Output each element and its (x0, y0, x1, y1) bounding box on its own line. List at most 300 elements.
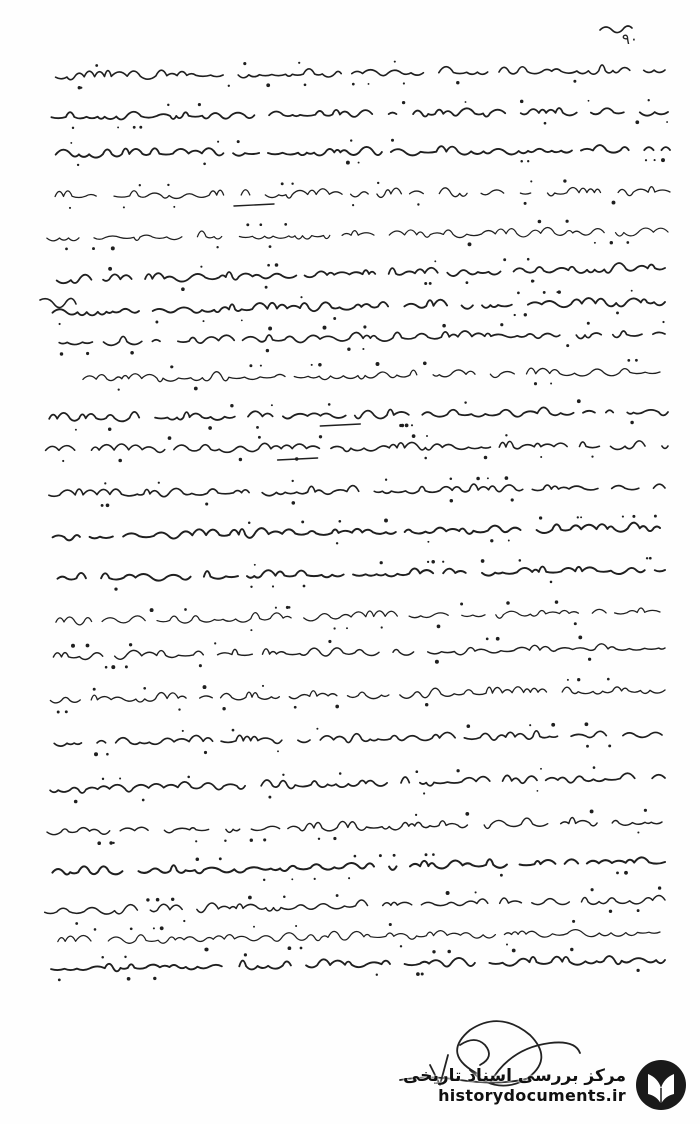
archive-watermark (388, 1054, 688, 1116)
diacritic-dot (283, 896, 286, 899)
diacritic-dot (130, 927, 133, 930)
diacritic-dot (200, 266, 202, 268)
diacritic-dot (125, 665, 128, 668)
handwritten-line (58, 930, 660, 944)
diacritic-dot (203, 162, 206, 165)
diacritic-dot (574, 622, 577, 625)
diacritic-dot (637, 909, 640, 912)
diacritic-dot (622, 516, 624, 518)
diacritic-dot (376, 362, 380, 366)
diacritic-dot (425, 703, 428, 706)
margin-note (40, 298, 76, 307)
diacritic-dot (573, 80, 576, 83)
diacritic-dot (527, 160, 529, 162)
diacritic-dot (376, 974, 378, 976)
handwritten-line (51, 108, 668, 119)
diacritic-dot (239, 458, 242, 461)
diacritic-dot (484, 456, 488, 460)
diacritic-dot (662, 321, 664, 323)
diacritic-dot (160, 926, 164, 930)
diacritic-dot (661, 158, 665, 162)
diacritic-dot (352, 83, 355, 86)
diacritic-dot (118, 389, 120, 391)
diacritic-dot (258, 436, 261, 439)
diacritic-dot (389, 923, 392, 926)
diacritic-dot (347, 348, 350, 351)
diacritic-dot (336, 894, 339, 897)
diacritic-dot (481, 559, 485, 563)
handwritten-line (49, 484, 665, 497)
diacritic-dot (456, 81, 459, 84)
diacritic-dot (92, 247, 95, 250)
diacritic-dot (427, 561, 429, 563)
diacritic-dot (514, 314, 516, 316)
diacritic-dot (139, 126, 142, 129)
diacritic-dot (241, 319, 243, 321)
diacritic-dot (377, 182, 379, 184)
diacritic-dot (654, 515, 657, 518)
diacritic-dot (216, 246, 218, 248)
diacritic-dot (244, 953, 247, 956)
diacritic-dot (300, 947, 303, 950)
diacritic-dot (286, 606, 289, 609)
diacritic-dot (591, 888, 594, 891)
diacritic-dot (570, 948, 573, 951)
diacritic-dot (199, 664, 202, 667)
handwritten-line (56, 608, 660, 625)
diacritic-dot (173, 206, 175, 208)
diacritic-dot (156, 898, 160, 902)
handwritten-line (55, 187, 670, 199)
diacritic-dot (250, 629, 252, 631)
diacritic-dot (416, 972, 420, 976)
diacritic-dot (168, 436, 172, 440)
diacritic-dot (246, 223, 249, 226)
diacritic-dot (577, 678, 580, 681)
diacritic-dot (467, 724, 471, 728)
diacritic-dot (517, 292, 520, 295)
diacritic-dot (108, 267, 112, 271)
handwritten-line (83, 368, 660, 382)
diacritic-dot (60, 352, 63, 355)
diacritic-dot (328, 640, 331, 643)
diacritic-dot (391, 139, 394, 142)
diacritic-dot (339, 772, 342, 775)
diacritic-dot (178, 708, 180, 710)
diacritic-dot (314, 878, 316, 880)
diacritic-dot (219, 857, 222, 860)
diacritic-dot (490, 539, 493, 542)
diacritic-dot (415, 770, 418, 773)
diacritic-dot (362, 348, 364, 350)
diacritic-dot (268, 796, 271, 799)
diacritic-dot (465, 812, 469, 816)
diacritic-dot (540, 768, 542, 770)
diacritic-dot (338, 520, 341, 523)
diacritic-dot (540, 456, 542, 458)
diacritic-dot (106, 503, 110, 507)
diacritic-dot (437, 625, 441, 629)
diacritic-dot (335, 705, 339, 709)
diacritic-dot (425, 853, 428, 856)
diacritic-dot (530, 180, 532, 182)
diacritic-dot (123, 206, 125, 208)
diacritic-dot (195, 840, 197, 842)
diacritic-dot (577, 399, 581, 403)
diacritic-dot (649, 557, 652, 560)
diacritic-dot (70, 142, 72, 144)
diacritic-dot (400, 945, 402, 947)
diacritic-dot (272, 585, 274, 587)
diacritic-dot (537, 790, 539, 792)
diacritic-dot (586, 745, 589, 748)
diacritic-dot (291, 878, 293, 880)
handwritten-line (50, 687, 665, 703)
diacritic-dot (311, 364, 313, 366)
diacritic-dot (71, 644, 75, 648)
diacritic-dot (588, 100, 590, 102)
diacritic-dot (78, 86, 81, 89)
diacritic-dot (171, 366, 173, 368)
diacritic-dot (505, 434, 507, 436)
diacritic-dot (627, 359, 630, 362)
diacritic-dot (101, 956, 104, 959)
diacritic-dot (358, 162, 360, 164)
diacritic-dot (616, 871, 619, 874)
handwritten-line (49, 407, 668, 421)
diacritic-dot (65, 248, 68, 251)
diacritic-dot (319, 435, 322, 438)
diacritic-dot (566, 344, 569, 347)
diacritic-dot (153, 927, 155, 929)
diacritic-dot (277, 750, 279, 752)
diacritic-dot (475, 891, 477, 893)
diacritic-dot (487, 477, 489, 479)
handwritten-line (58, 567, 666, 581)
diacritic-dot (393, 854, 396, 857)
diacritic-dot (105, 666, 108, 669)
diacritic-dot (75, 922, 78, 925)
diacritic-dot (348, 877, 350, 879)
diacritic-dot (129, 643, 132, 646)
diacritic-dot (95, 753, 98, 756)
diacritic-dot (143, 687, 146, 690)
diacritic-dot (196, 857, 200, 861)
diacritic-dot (588, 658, 591, 661)
diacritic-dot (607, 678, 610, 681)
diacritic-dot (248, 896, 252, 900)
diacritic-dot (654, 159, 656, 161)
diacritic-dot (300, 296, 302, 298)
diacritic-dot (333, 837, 336, 840)
diacritic-dot (109, 841, 112, 844)
diacritic-dot (352, 204, 354, 206)
handwritten-line (47, 817, 662, 834)
diacritic-dot (465, 101, 467, 103)
diacritic-dot (432, 950, 435, 953)
diacritic-dot (519, 559, 522, 562)
diacritic-dot (505, 476, 509, 480)
diacritic-dot (203, 320, 205, 322)
diacritic-dot (232, 729, 235, 732)
page-number: ۹۰ (621, 30, 638, 48)
handwritten-line (57, 263, 665, 283)
diacritic-dot (217, 141, 219, 143)
diacritic-dot (423, 361, 427, 365)
diacritic-dot (594, 242, 596, 244)
underline-mark (278, 458, 318, 460)
diacritic-dot (450, 478, 453, 481)
diacritic-dot (214, 642, 216, 644)
diacritic-dot (268, 327, 272, 331)
diacritic-dot (508, 540, 510, 542)
diacritic-dot (275, 607, 277, 609)
diacritic-dot (275, 263, 279, 267)
diacritic-dot (183, 920, 185, 922)
diacritic-dot (65, 710, 68, 713)
diacritic-dot (527, 258, 530, 261)
diacritic-dot (108, 428, 111, 431)
diacritic-dot (590, 809, 594, 813)
diacritic-dot (496, 637, 500, 641)
diacritic-dot (318, 363, 322, 367)
diacritic-dot (520, 100, 524, 104)
diacritic-dot (133, 126, 136, 129)
diacritic-dot (524, 202, 527, 205)
diacritic-dot (284, 223, 287, 226)
diacritic-dot (86, 644, 90, 648)
diacritic-dot (303, 585, 306, 588)
diacritic-dot (609, 910, 612, 913)
diacritic-dot (424, 282, 427, 285)
handwritten-line (46, 441, 668, 453)
diacritic-dot (417, 203, 419, 205)
diacritic-dot (520, 160, 523, 163)
diacritic-dot (394, 61, 396, 63)
diacritic-dot (97, 841, 101, 845)
diacritic-dot (203, 685, 207, 689)
watermark-url: historydocuments.ir (438, 1085, 626, 1105)
diacritic-dot (429, 282, 432, 285)
diacritic-dot (263, 838, 266, 841)
diacritic-dot (503, 258, 506, 261)
diacritic-dot (250, 839, 253, 842)
diacritic-dot (204, 948, 207, 951)
diacritic-dot (632, 515, 635, 518)
diacritic-dot (411, 424, 413, 426)
diacritic-dot (612, 201, 616, 205)
diacritic-dot (184, 608, 187, 611)
diacritic-dot (333, 317, 336, 320)
diacritic-dot (333, 627, 335, 629)
diacritic-dot (379, 854, 382, 857)
diacritic-dot (111, 665, 115, 669)
diacritic-dot (399, 424, 402, 427)
diacritic-dot (124, 956, 126, 958)
diacritic-dot (181, 287, 185, 291)
diacritic-dot (468, 242, 472, 246)
archive-logo-icon (634, 1058, 688, 1112)
handwritten-line (50, 773, 665, 793)
diacritic-dot (72, 127, 74, 129)
diacritic-dot (405, 424, 409, 428)
diacritic-dot (567, 679, 569, 681)
diacritic-dot (69, 207, 71, 209)
diacritic-dot (118, 459, 122, 463)
diacritic-dot (167, 104, 169, 106)
diacritic-dot (336, 542, 338, 544)
diacritic-dot (511, 498, 514, 501)
handwritten-line (56, 65, 665, 80)
diacritic-dot (531, 280, 534, 283)
diacritic-dot (630, 421, 633, 424)
diacritic-dot (142, 799, 145, 802)
diacritic-dot (423, 792, 425, 794)
diacritic-dot (224, 839, 226, 841)
diacritic-dot (254, 564, 256, 566)
diacritic-dot (318, 838, 320, 840)
diacritic-dot (288, 946, 292, 950)
handwritten-line (52, 857, 665, 874)
diacritic-dot (62, 460, 64, 462)
diacritic-dot (506, 601, 510, 605)
diacritic-dot (171, 898, 174, 901)
handwritten-line (45, 896, 665, 915)
diacritic-dot (295, 925, 297, 927)
diacritic-dot (593, 766, 596, 769)
diacritic-dot (435, 660, 439, 664)
diacritic-dot (446, 891, 450, 895)
diacritic-dot (249, 364, 252, 367)
diacritic-dot (204, 751, 207, 754)
diacritic-dot (555, 600, 558, 603)
diacritic-dot (648, 99, 650, 101)
diacritic-dot (106, 753, 109, 756)
diacritic-dot (616, 311, 619, 314)
diacritic-dot (424, 457, 427, 460)
diacritic-dot (243, 62, 246, 65)
diacritic-dot (167, 184, 169, 186)
diacritic-dot (551, 723, 555, 727)
diacritic-dot (587, 322, 590, 325)
diacritic-dot (101, 504, 104, 507)
diacritic-dot (544, 122, 547, 125)
diacritic-dot (421, 972, 424, 975)
diacritic-dot (130, 351, 134, 355)
diacritic-dot (427, 541, 429, 543)
diacritic-dot (127, 977, 131, 981)
diacritic-dot (237, 140, 240, 143)
diacritic-dot (57, 711, 60, 714)
page-number-scribble (600, 26, 632, 33)
diacritic-dot (267, 264, 270, 267)
diacritic-dot (456, 769, 459, 772)
diacritic-dot (86, 352, 89, 355)
handwritten-line (53, 523, 660, 541)
diacritic-dot (253, 926, 255, 928)
diacritic-dot (266, 83, 270, 87)
diacritic-dot (102, 778, 104, 780)
diacritic-dot (368, 83, 370, 85)
diacritic-dot (538, 220, 542, 224)
watermark-title: مرکز بررسی اسناد تاریخی (403, 1065, 626, 1086)
diacritic-dot (512, 949, 516, 953)
diacritic-dot (230, 404, 233, 407)
diacritic-dot (74, 800, 78, 804)
diacritic-dot (572, 920, 575, 923)
diacritic-dot (248, 522, 251, 525)
diacritic-dot (205, 502, 208, 505)
handwritten-line (54, 731, 662, 746)
diacritic-dot (506, 943, 508, 945)
diacritic-dot (635, 120, 639, 124)
diacritic-dot (442, 324, 446, 328)
diacritic-dot (608, 744, 611, 747)
diacritic-dot (442, 561, 444, 563)
diacritic-dot (182, 730, 184, 732)
diacritic-dot (466, 281, 469, 284)
diacritic-dot (635, 359, 638, 362)
diacritic-dot (292, 501, 296, 505)
diacritic-dot (591, 456, 593, 458)
diacritic-dot (111, 246, 115, 250)
diacritic-dot (645, 159, 647, 161)
diacritic-dot (403, 82, 405, 84)
diacritic-dot (658, 886, 661, 889)
diacritic-dot (415, 814, 417, 816)
diacritic-dot (566, 220, 569, 223)
diacritic-dot (550, 383, 552, 385)
diacritic-dot (222, 707, 225, 710)
diacritic-dot (486, 638, 489, 641)
diacritic-dot (198, 103, 201, 106)
diacritic-dot (500, 874, 503, 877)
diacritic-dot (265, 286, 268, 289)
diacritic-dot (208, 426, 212, 430)
diacritic-dot (269, 245, 272, 248)
handwritten-line (56, 145, 670, 158)
diacritic-dot (381, 626, 383, 628)
underline-mark (234, 204, 274, 206)
handwritten-line (59, 331, 665, 345)
diacritic-dot (563, 179, 566, 182)
diacritic-dot (259, 223, 262, 226)
diacritic-dot (271, 404, 273, 406)
diacritic-dot (304, 83, 307, 86)
handwritten-line (53, 298, 666, 315)
diacritic-dot (260, 365, 262, 367)
diacritic-dot (281, 182, 284, 185)
diacritic-dot (556, 291, 558, 293)
diacritic-dot (646, 557, 648, 559)
diacritic-dot (298, 62, 300, 64)
diacritic-dot (262, 685, 264, 687)
diacritic-dot (350, 139, 352, 141)
diacritic-dot (346, 161, 350, 165)
diacritic-dot (550, 581, 553, 584)
diacritic-dot (139, 184, 141, 186)
diacritic-dot (158, 482, 160, 484)
diacritic-dot (117, 126, 119, 128)
diacritic-dot (77, 164, 79, 166)
diacritic-dot (644, 809, 647, 812)
diacritic-dot (256, 426, 259, 429)
diacritic-dot (146, 898, 149, 901)
diacritic-dot (194, 387, 198, 391)
diacritic-dot (431, 560, 435, 564)
diacritic-dot (447, 950, 451, 954)
diacritic-dot (384, 519, 388, 523)
